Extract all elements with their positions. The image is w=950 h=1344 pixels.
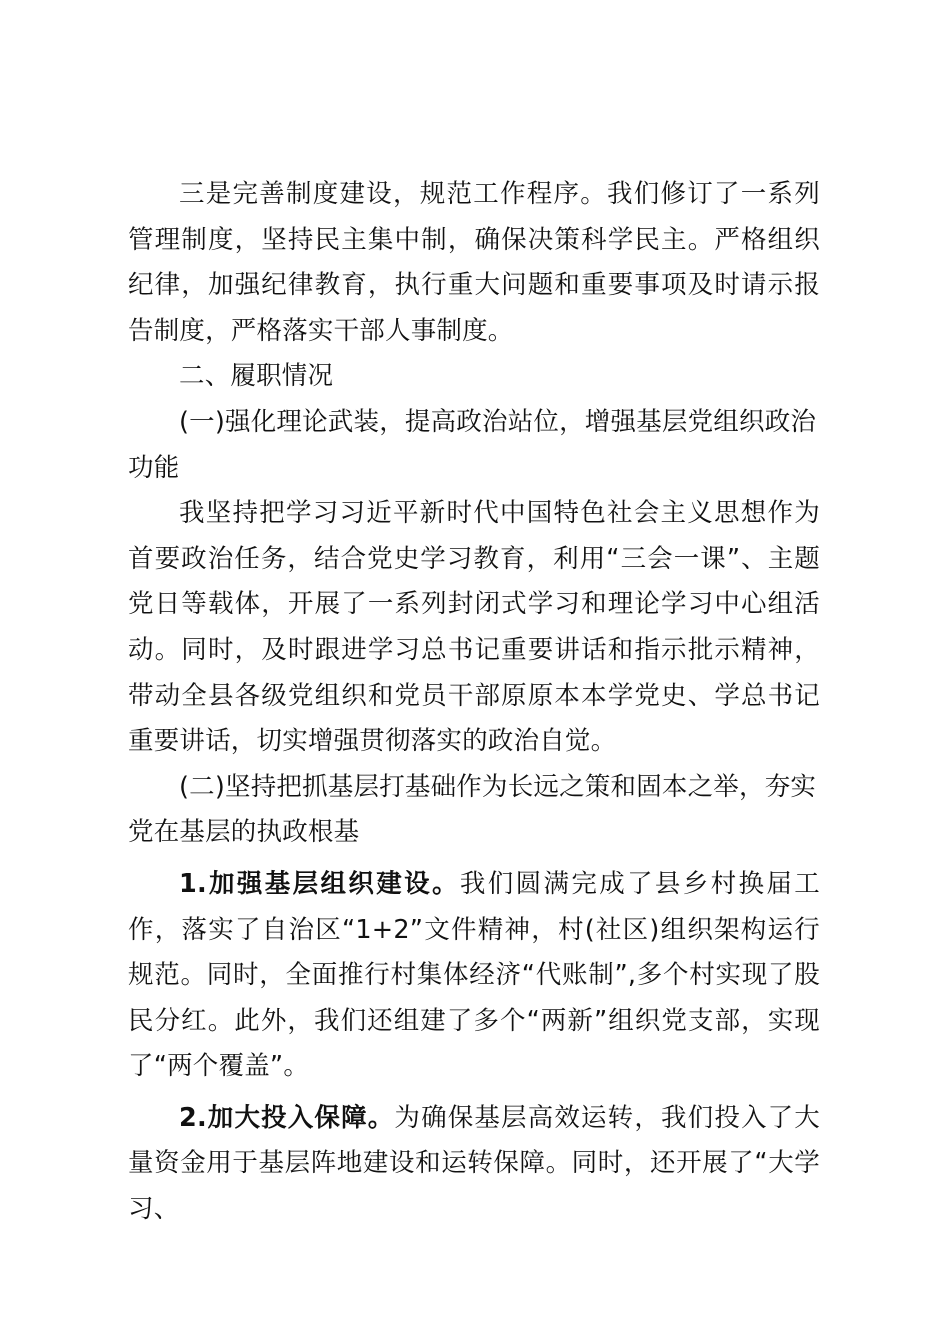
item-2-lead: 2.加大投入保障。 bbox=[179, 1102, 395, 1133]
section-title-duty-performance: 二、履职情况 bbox=[179, 361, 334, 392]
paragraph-item-1 bbox=[128, 862, 820, 1090]
item-1-lead: 1.加强基层组织建设。 bbox=[179, 868, 460, 899]
paragraph-theory-study: 我坚持把学习习近平新时代中国特色社会主义思想作为首要政治任务，结合党史学习教育，利用“三会一课”、主题党日等载体，开展了一系列封闭式学习和理论学习中心组活动。同时，及时跟进学习总书记重要讲话和指示批示精神，带动全县各级党组织和党员干部原原本本学党史、学总书记重要讲话，切实增强贯彻落实的政治自觉。 bbox=[128, 498, 820, 757]
subsection-title-grassroots: (二)坚持把抓基层打基础作为长远之策和固本之举，夯实党在基层的执政根基 bbox=[128, 771, 817, 848]
item-2-text: 为确保基层高效运转，我们投入了大量资金用于基层阵地建设和运转保障。同时，还开展了“大学习、 bbox=[128, 1102, 820, 1225]
document-body bbox=[128, 172, 820, 1233]
item-1-text: 我们圆满完成了县乡村换届工作，落实了自治区“1+2”文件精神，村(社区)组织架构运行规范。同时，全面推行村集体经济“代账制”,多个村实现了股民分红。此外，我们还组建了多个“两新”组织党支部，实现了“两个覆盖”。 bbox=[128, 868, 820, 1082]
subsection-title-theory: (一)强化理论武装，提高政治站位，增强基层党组织政治功能 bbox=[128, 406, 817, 483]
paragraph-item-2 bbox=[128, 1096, 820, 1233]
paragraph-institution-building: 三是完善制度建设，规范工作程序。我们修订了一系列管理制度，坚持民主集中制，确保决策科学民主。严格组织纪律，加强纪律教育，执行重大问题和重要事项及时请示报告制度，严格落实干部人事制度。 bbox=[128, 179, 820, 346]
